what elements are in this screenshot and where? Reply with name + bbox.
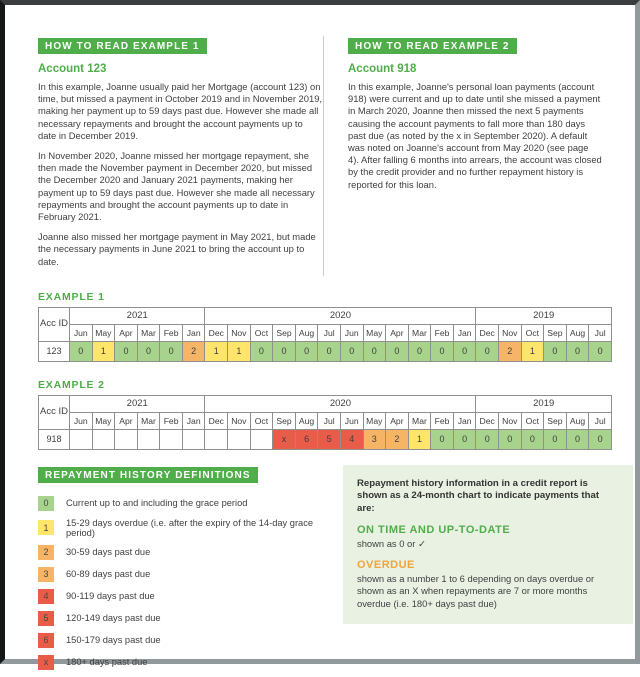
repayment-cell: 0 <box>431 341 454 361</box>
year-header: 2019 <box>476 395 612 412</box>
repayment-cell <box>182 429 205 449</box>
definitions-section <box>38 465 343 677</box>
paragraph: In this example, Joanne usually paid her Mortgage (account 123) on time, but missed a payment in October 2019 and in November 2019, making her payment up to 59 days past due. However she made all necessary repayments and brought the account payments up to date in December 2019. <box>38 81 323 141</box>
legend-text: Current up to and including the grace period <box>66 498 248 509</box>
repayment-cell: 1 <box>521 341 544 361</box>
account-918-heading: Account 918 <box>348 63 417 75</box>
month-header: Aug <box>566 412 589 429</box>
month-header-row <box>39 324 612 341</box>
on-time-text: shown as 0 or ✓ <box>357 538 426 550</box>
month-header: Aug <box>295 324 318 341</box>
month-header: Sep <box>544 412 567 429</box>
repayment-cell: 0 <box>70 341 93 361</box>
legend-text: 30-59 days past due <box>66 547 151 558</box>
year-header: 2019 <box>476 307 612 324</box>
legend-text: 120-149 days past due <box>66 613 161 624</box>
repayment-cell: 0 <box>544 341 567 361</box>
repayment-cell: 0 <box>137 341 160 361</box>
legend-text: 180+ days past due <box>66 657 148 668</box>
account-123-heading: Account 123 <box>38 63 107 75</box>
example-2-paragraphs <box>348 81 602 191</box>
month-header: Feb <box>160 324 183 341</box>
month-header: Apr <box>115 324 138 341</box>
overdue-text: shown as a number 1 to 6 depending on days overdue or shown as an X when repayments are 7 or more months overdue (i.e. 180+ days past due) <box>357 573 595 609</box>
repayment-data-row <box>39 341 612 361</box>
how-to-read-example-2-section <box>324 36 602 276</box>
example-1-label: EXAMPLE 1 <box>38 290 105 303</box>
month-header: May <box>92 324 115 341</box>
month-header: Nov <box>498 324 521 341</box>
acc-id-cell: 123 <box>39 341 70 361</box>
repayment-cell: 2 <box>182 341 205 361</box>
repayment-cell: 1 <box>228 341 251 361</box>
month-header: Jun <box>70 412 93 429</box>
legend-item <box>38 567 343 582</box>
month-header: Dec <box>476 412 499 429</box>
repayment-cell <box>205 429 228 449</box>
repayment-history-table <box>38 307 612 362</box>
repayment-cell: 4 <box>340 429 363 449</box>
month-header: Apr <box>386 324 409 341</box>
month-header: Oct <box>250 324 273 341</box>
info-box <box>343 465 633 624</box>
acc-id-header: Acc ID <box>39 395 70 429</box>
month-header: Aug <box>566 324 589 341</box>
overdue-heading: OVERDUE <box>357 559 415 572</box>
legend-color-chip: 5 <box>38 611 54 626</box>
repayment-cell: 0 <box>115 341 138 361</box>
legend-color-chip: 1 <box>38 520 54 535</box>
legend-item <box>38 611 343 626</box>
repayment-cell: x <box>273 429 296 449</box>
repayment-cell: 0 <box>295 341 318 361</box>
repayment-cell: 0 <box>476 341 499 361</box>
month-header: Dec <box>205 324 228 341</box>
legend-item <box>38 589 343 604</box>
month-header: Mar <box>408 412 431 429</box>
month-header: Mar <box>137 412 160 429</box>
paragraph: Joanne also missed her mortgage payment in May 2021, but made the necessary payments in June 2021 to bring the account up to date. <box>38 231 316 267</box>
repayment-cell: 0 <box>340 341 363 361</box>
definitions-title: REPAYMENT HISTORY DEFINITIONS <box>38 467 258 483</box>
month-header: Jun <box>70 324 93 341</box>
repayment-cell: 0 <box>544 429 567 449</box>
repayment-data-row <box>39 429 612 449</box>
month-header: Aug <box>295 412 318 429</box>
repayment-cell: 0 <box>589 429 612 449</box>
month-header: Jun <box>340 324 363 341</box>
page <box>5 5 635 677</box>
paragraph: In November 2020, Joanne missed her mortgage repayment, she then made the November payment in December 2020, but missed the December 2020 and January 2021 payments, making her payment up to 59 days past due. However she made all necessary repayments and brought the account payments up to date in February 2021. <box>38 150 315 223</box>
month-header-row <box>39 412 612 429</box>
definitions-legend <box>38 496 343 670</box>
month-header: Jan <box>182 324 205 341</box>
how-to-read-example-1-section <box>38 36 323 276</box>
repayment-cell: 2 <box>386 429 409 449</box>
example-1-table <box>38 307 635 362</box>
repayment-cell: 0 <box>250 341 273 361</box>
repayment-cell: 1 <box>92 341 115 361</box>
repayment-cell: 0 <box>363 341 386 361</box>
acc-id-header: Acc ID <box>39 307 70 341</box>
how-to-read-1-title: HOW TO READ EXAMPLE 1 <box>38 38 207 54</box>
month-header: Mar <box>408 324 431 341</box>
month-header: May <box>363 324 386 341</box>
explainer-columns <box>38 36 602 276</box>
example-1-paragraphs <box>38 81 323 268</box>
legend-color-chip: 3 <box>38 567 54 582</box>
month-header: Dec <box>476 324 499 341</box>
repayment-cell <box>137 429 160 449</box>
legend-item <box>38 518 343 538</box>
month-header: May <box>92 412 115 429</box>
repayment-cell: 0 <box>476 429 499 449</box>
month-header: Jul <box>318 412 341 429</box>
repayment-cell: 0 <box>521 429 544 449</box>
month-header: Sep <box>544 324 567 341</box>
acc-id-cell: 918 <box>39 429 70 449</box>
year-header: 2020 <box>205 307 476 324</box>
repayment-cell <box>160 429 183 449</box>
month-header: Feb <box>160 412 183 429</box>
repayment-cell: 1 <box>408 429 431 449</box>
legend-item <box>38 633 343 648</box>
repayment-cell: 1 <box>205 341 228 361</box>
repayment-cell: 0 <box>498 429 521 449</box>
month-header: Mar <box>137 324 160 341</box>
legend-item <box>38 545 343 560</box>
example-2-table <box>38 395 635 450</box>
month-header: Jul <box>318 324 341 341</box>
month-header: Apr <box>386 412 409 429</box>
repayment-cell <box>92 429 115 449</box>
legend-text: 15-29 days overdue (i.e. after the expiry of the 14-day grace period) <box>66 517 314 538</box>
month-header: Jun <box>340 412 363 429</box>
example-1-chart-section <box>38 291 635 362</box>
year-header: 2021 <box>70 307 205 324</box>
repayment-cell: 0 <box>453 429 476 449</box>
month-header: Sep <box>273 412 296 429</box>
repayment-cell <box>228 429 251 449</box>
legend-color-chip: 4 <box>38 589 54 604</box>
month-header: Apr <box>115 412 138 429</box>
bottom-section <box>38 465 633 677</box>
repayment-cell: 0 <box>318 341 341 361</box>
month-header: Oct <box>521 412 544 429</box>
repayment-cell <box>250 429 273 449</box>
month-header: Nov <box>228 324 251 341</box>
month-header: Nov <box>498 412 521 429</box>
repayment-cell: 0 <box>566 429 589 449</box>
month-header: Oct <box>521 324 544 341</box>
month-header: Feb <box>431 412 454 429</box>
month-header: Oct <box>250 412 273 429</box>
year-header: 2021 <box>70 395 205 412</box>
example-2-chart-section <box>38 379 635 450</box>
repayment-cell <box>115 429 138 449</box>
repayment-cell: 5 <box>318 429 341 449</box>
paragraph: In this example, Joanne's personal loan payments (account 918) were current and up to date until she missed a payment in March 2020, Joanne then missed the next 5 payments causing the account payments to fall more than 180 days past due (as noted by the x in September 2020). A default was noted on Joanne's account from May 2020 (see page 4). After falling 6 months into arrears, the account was closed by the credit provider and no further repayment history is reported for this loan. <box>348 81 602 190</box>
repayment-cell: 0 <box>453 341 476 361</box>
on-time-heading: ON TIME AND UP-TO-DATE <box>357 524 511 537</box>
repayment-cell: 0 <box>386 341 409 361</box>
year-header-row <box>39 307 612 324</box>
legend-color-chip: 6 <box>38 633 54 648</box>
repayment-cell: 0 <box>566 341 589 361</box>
month-header: May <box>363 412 386 429</box>
month-header: Jan <box>453 412 476 429</box>
legend-text: 150-179 days past due <box>66 635 161 646</box>
month-header: Nov <box>228 412 251 429</box>
repayment-cell: 2 <box>498 341 521 361</box>
info-box-intro: Repayment history information in a credit report is shown as a 24-month chart to indicate payments that are: <box>357 477 600 514</box>
month-header: Feb <box>431 324 454 341</box>
year-header-row <box>39 395 612 412</box>
repayment-cell: 3 <box>363 429 386 449</box>
legend-color-chip: x <box>38 655 54 670</box>
legend-color-chip: 0 <box>38 496 54 511</box>
month-header: Jan <box>182 412 205 429</box>
legend-item <box>38 496 343 511</box>
repayment-cell: 0 <box>431 429 454 449</box>
repayment-cell: 6 <box>295 429 318 449</box>
legend-color-chip: 2 <box>38 545 54 560</box>
how-to-read-2-title: HOW TO READ EXAMPLE 2 <box>348 38 517 54</box>
repayment-cell: 0 <box>589 341 612 361</box>
legend-text: 90-119 days past due <box>66 591 155 602</box>
year-header: 2020 <box>205 395 476 412</box>
repayment-cell <box>70 429 93 449</box>
month-header: Jan <box>453 324 476 341</box>
repayment-history-table <box>38 395 612 450</box>
repayment-cell: 0 <box>160 341 183 361</box>
repayment-cell: 0 <box>408 341 431 361</box>
month-header: Dec <box>205 412 228 429</box>
month-header: Jul <box>589 412 612 429</box>
month-header: Jul <box>589 324 612 341</box>
legend-item <box>38 655 343 670</box>
legend-text: 60-89 days past due <box>66 569 151 580</box>
example-2-label: EXAMPLE 2 <box>38 378 105 391</box>
repayment-cell: 0 <box>273 341 296 361</box>
month-header: Sep <box>273 324 296 341</box>
